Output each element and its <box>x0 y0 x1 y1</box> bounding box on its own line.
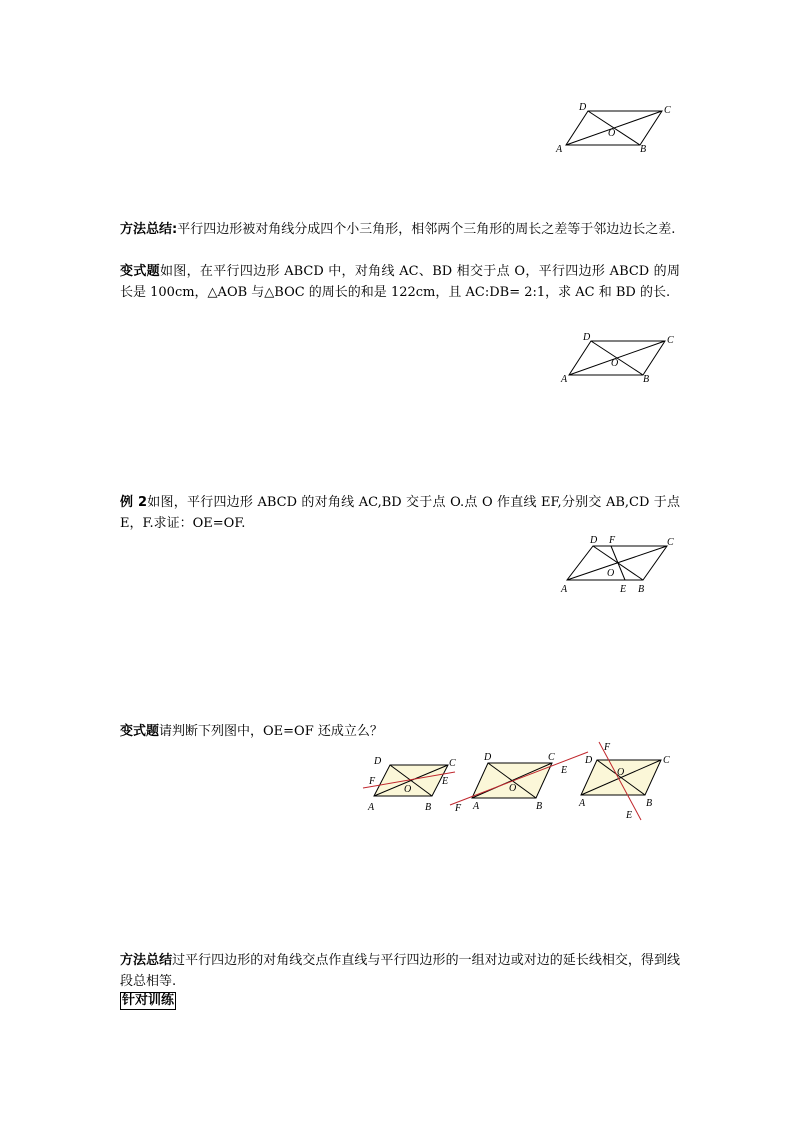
label-B: B <box>643 374 650 385</box>
label-C: C <box>664 105 671 116</box>
variant-question-1 <box>120 261 680 303</box>
example-label: 例 2 <box>120 495 148 510</box>
practice-heading: 针对训练 <box>122 993 175 1008</box>
label-E: E <box>620 584 627 595</box>
label-O: O <box>607 568 615 579</box>
label-B: B <box>640 144 647 155</box>
method-summary-text: 平行四边形被对角线分成四个小三角形，相邻两个三角形的周长之差等于邻边边长之差. <box>177 222 676 237</box>
variant-label: 变式题 <box>120 724 160 739</box>
parallelogram-figure-4c <box>575 738 685 824</box>
label-F: F <box>604 742 611 753</box>
method-summary-label: 方法总结 <box>120 953 173 968</box>
label-D: D <box>590 535 598 546</box>
label-O: O <box>608 128 616 139</box>
label-E: E <box>442 776 449 787</box>
example-text: 如图，平行四边形 ABCD 的对角线 AC,BD 交于点 O.点 O 作直线 EF,分别交 AB,CD 于点 E，F.求证：OE=OF. <box>120 495 680 531</box>
label-C: C <box>548 752 555 763</box>
label-A: A <box>561 584 568 595</box>
label-A: A <box>556 144 563 155</box>
label-C: C <box>667 537 674 548</box>
variant-text: 请判断下列图中，OE=OF 还成立么？ <box>159 724 383 739</box>
label-B: B <box>646 798 653 809</box>
label-O: O <box>509 783 517 794</box>
label-A: A <box>561 374 568 385</box>
label-F: F <box>455 803 462 814</box>
label-B: B <box>638 584 645 595</box>
parallelogram-figure-3 <box>555 534 685 596</box>
label-F: F <box>369 776 376 787</box>
label-D: D <box>484 752 492 763</box>
label-B: B <box>425 802 432 813</box>
label-D: D <box>585 755 593 766</box>
label-A: A <box>579 798 586 809</box>
variant-text: 如图，在平行四边形 ABCD 中，对角线 AC、BD 相交于点 O，平行四边形 ABCD 的周长是 100cm，△AOB 与△BOC 的周长的和是 122cm，且 AC:DB= 2:1，求 AC 和 BD 的长. <box>120 264 680 300</box>
label-A: A <box>368 802 375 813</box>
label-D: D <box>579 102 587 113</box>
label-A: A <box>473 801 480 812</box>
label-E: E <box>626 810 633 821</box>
label-C: C <box>667 335 674 346</box>
method-summary-1 <box>120 219 680 240</box>
label-B: B <box>536 801 543 812</box>
label-C: C <box>663 755 670 766</box>
label-O: O <box>404 784 412 795</box>
parallelogram-figure-2 <box>553 330 683 386</box>
method-summary-label: 方法总结: <box>120 222 178 237</box>
label-O: O <box>617 767 625 778</box>
label-F: F <box>609 535 616 546</box>
label-D: D <box>374 756 382 767</box>
method-summary-text: 过平行四边形的对角线交点作直线与平行四边形的一组对边或对边的延长线相交，得到线段总相等. <box>120 953 680 989</box>
label-O: O <box>611 358 619 369</box>
label-E: E <box>561 765 568 776</box>
label-D: D <box>583 332 591 343</box>
method-summary-2 <box>120 950 680 992</box>
label-C: C <box>449 758 456 769</box>
parallelogram-figure-4b <box>448 746 593 816</box>
variant-label: 变式题 <box>120 264 160 279</box>
parallelogram-figure-1 <box>550 100 680 156</box>
example-2 <box>120 492 680 534</box>
